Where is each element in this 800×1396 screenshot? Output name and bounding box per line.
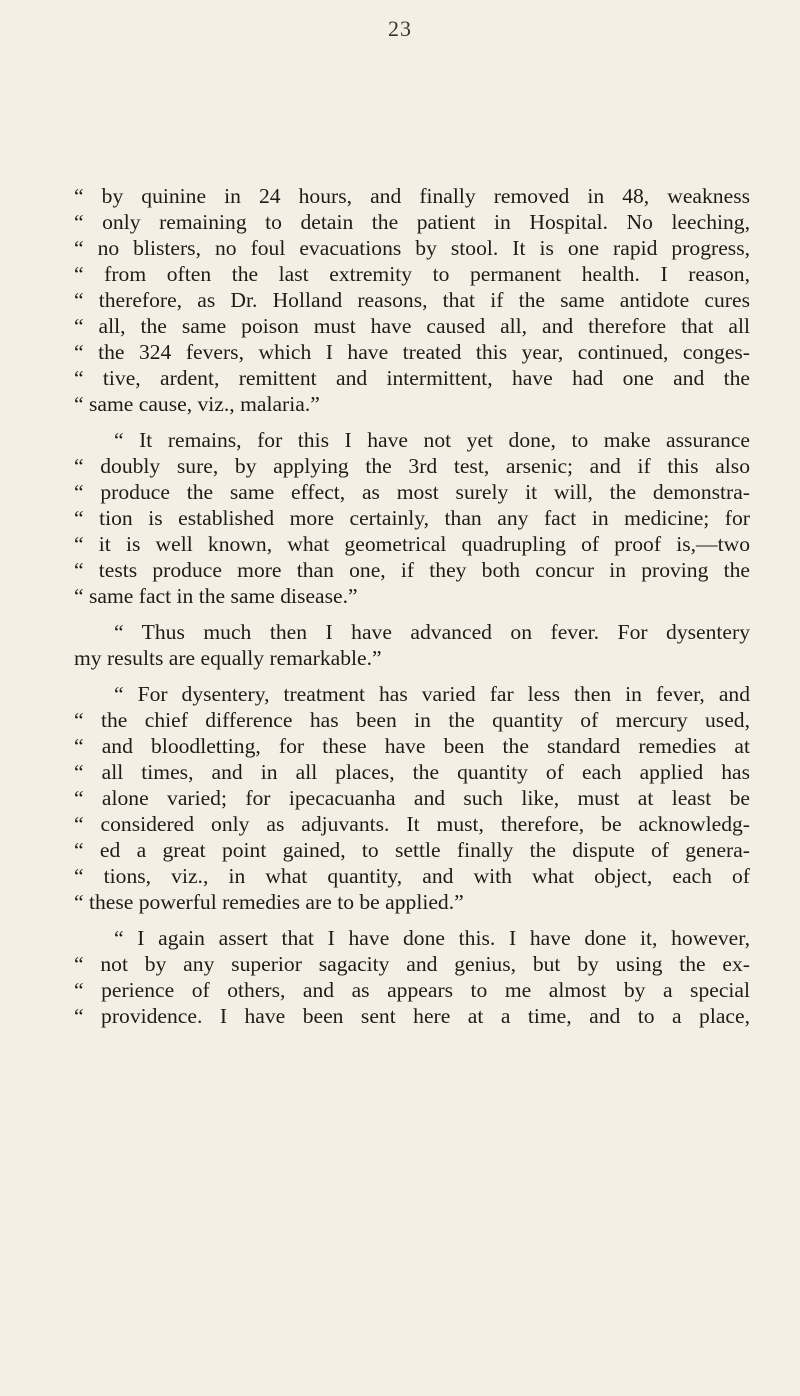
text-line: “ perience of others, and as appears to me almost by a special (74, 978, 750, 1002)
text-line: “ same fact in the same disease.” (74, 584, 358, 608)
text-line: “ For dysentery, treatment has varied far less then in fever, and (114, 682, 750, 706)
text-line: “ alone varied; for ipecacuanha and such like, must at least be (74, 786, 750, 810)
text-line: “ the chief difference has been in the quantity of mercury used, (74, 708, 750, 732)
page-number: 23 (388, 16, 412, 41)
text-line: “ all, the same poison must have caused all, and therefore that all (74, 314, 750, 338)
text-line: “ the 324 fevers, which I have treated this year, continued, conges- (74, 340, 750, 364)
text-line: “ not by any superior sagacity and genius, but by using the ex- (74, 952, 750, 976)
text-line: “ by quinine in 24 hours, and finally removed in 48, weakness (74, 184, 750, 208)
text-line: “ these powerful remedies are to be applied.” (74, 890, 464, 914)
text-line: “ tive, ardent, remittent and intermittent, have had one and the (74, 366, 750, 390)
text-line: my results are equally remarkable.” (74, 646, 382, 670)
text-line: “ therefore, as Dr. Holland reasons, that if the same antidote cures (74, 288, 750, 312)
text-line: “ produce the same effect, as most surely it will, the demonstra- (74, 480, 750, 504)
text-line: “ doubly sure, by applying the 3rd test, arsenic; and if this also (74, 454, 750, 478)
text-line: “ all times, and in all places, the quantity of each applied has (74, 760, 750, 784)
text-line: “ it is well known, what geometrical quadrupling of proof is,—two (74, 532, 750, 556)
text-line: “ only remaining to detain the patient in Hospital. No leeching, (74, 210, 750, 234)
text-line: “ tests produce more than one, if they both concur in proving the (74, 558, 750, 582)
text-line: “ same cause, viz., malaria.” (74, 392, 320, 416)
text-line: “ Thus much then I have advanced on fever. For dysentery (114, 620, 750, 644)
text-line: “ ed a great point gained, to settle finally the dispute of genera- (74, 838, 750, 862)
text-line: “ no blisters, no foul evacuations by stool. It is one rapid progress, (74, 236, 750, 260)
text-line: “ It remains, for this I have not yet done, to make assurance (114, 428, 750, 452)
text-line: “ considered only as adjuvants. It must, therefore, be acknowledg- (74, 812, 750, 836)
text-line: “ and bloodletting, for these have been the standard remedies at (74, 734, 750, 758)
text-line: “ providence. I have been sent here at a time, and to a place, (74, 1004, 750, 1028)
text-line: “ I again assert that I have done this. I have done it, however, (114, 926, 750, 950)
text-line: “ from often the last extremity to permanent health. I reason, (74, 262, 750, 286)
text-line: “ tions, viz., in what quantity, and with what object, each of (74, 864, 750, 888)
text-line: “ tion is established more certainly, than any fact in medicine; for (74, 506, 750, 530)
